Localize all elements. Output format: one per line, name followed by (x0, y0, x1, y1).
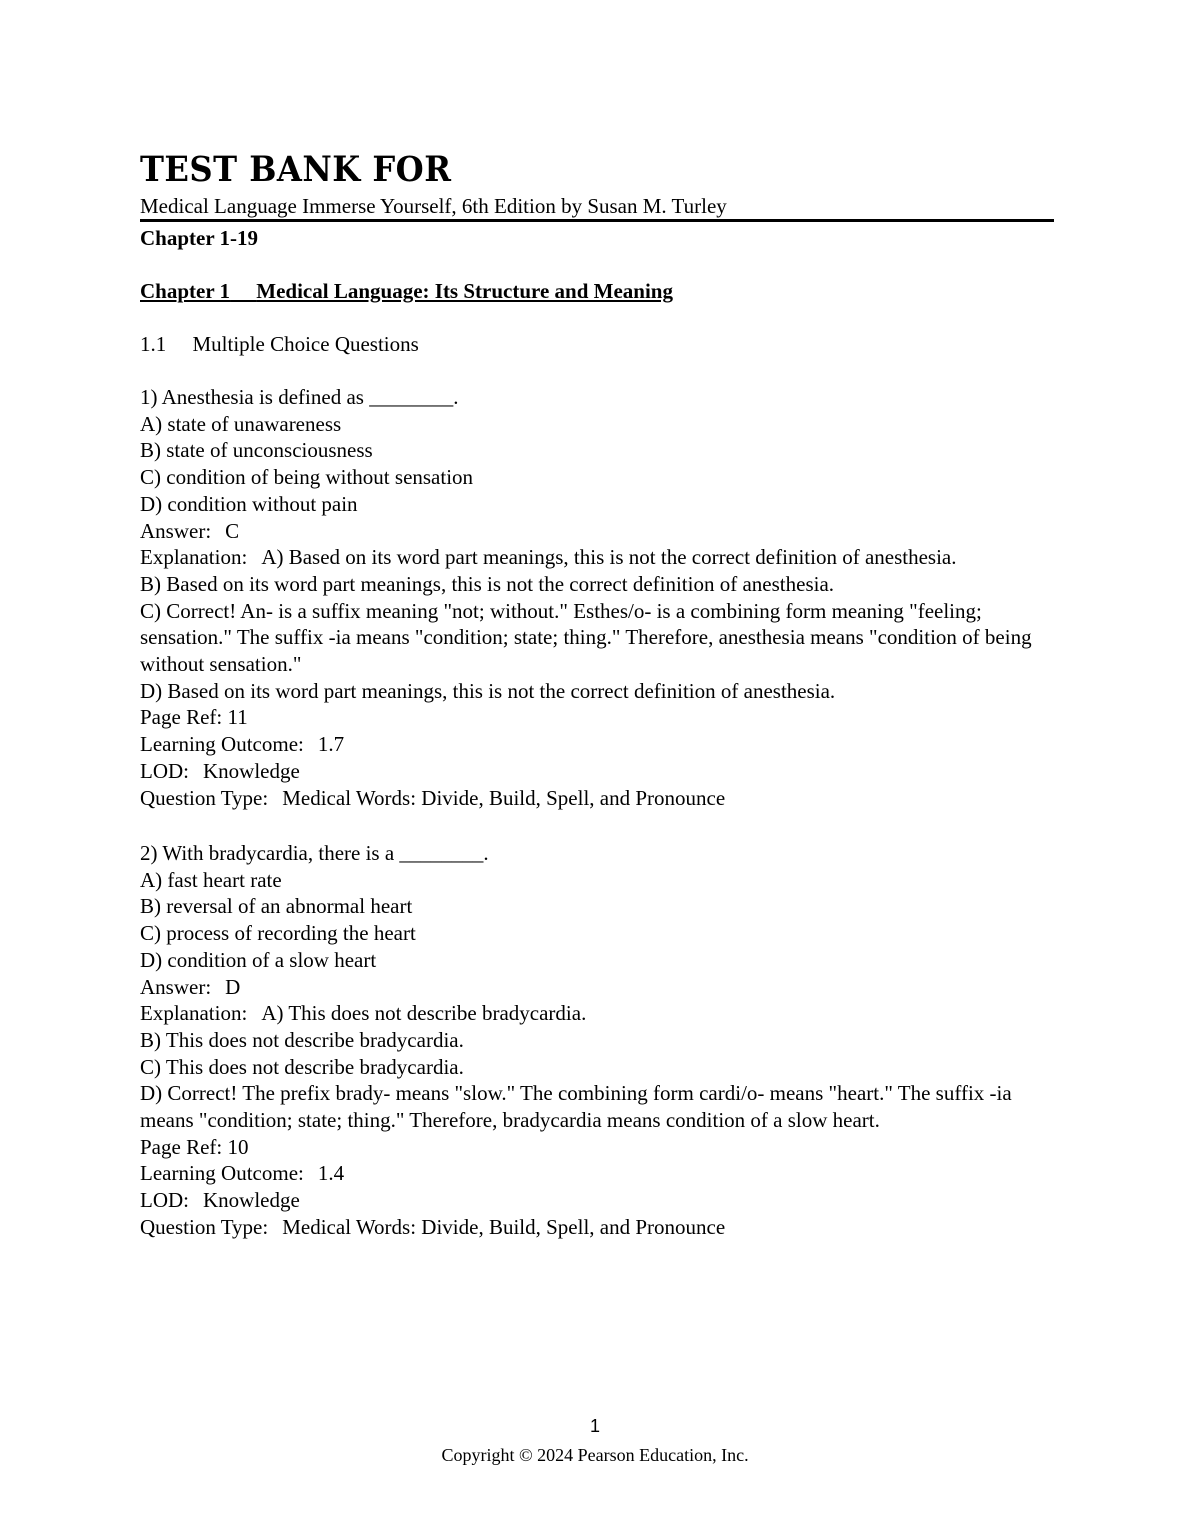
lod (140, 1187, 1060, 1214)
answer-option: B) state of unconsciousness (140, 438, 373, 463)
answer-label: Answer: (140, 974, 212, 999)
chapter-heading (140, 278, 673, 304)
answer-value: C (225, 518, 240, 543)
section-heading (140, 331, 419, 357)
explanation-text: D) Based on its word part meanings, this is not the correct definition of anesthesia. (140, 678, 836, 703)
document-subtitle: Medical Language Immerse Yourself, 6th Edition by Susan M. Turley (140, 194, 727, 218)
explanation-text: A) This does not describe bradycardia. (261, 1001, 587, 1026)
question-type-label: Question Type: (140, 1214, 269, 1239)
section-title: Multiple Choice Questions (192, 332, 419, 356)
explanation-text: A) Based on its word part meanings, this is not the correct definition of anesthesia. (261, 545, 957, 570)
chapter-title: Medical Language: Its Structure and Meaning (256, 279, 673, 303)
answer-value: D (225, 974, 241, 999)
explanation-line (140, 544, 1060, 571)
lod (140, 758, 1060, 785)
answer-option: A) state of unawareness (140, 411, 342, 436)
question-type-value: Medical Words: Divide, Build, Spell, and Pronounce (282, 785, 726, 810)
question-block (140, 384, 1060, 811)
question-block (140, 840, 1060, 1241)
page-number: 1 (589, 1416, 600, 1436)
chapter-range: Chapter 1-19 (140, 226, 259, 250)
answer-option: D) condition without pain (140, 491, 358, 516)
answer-option: B) reversal of an abnormal heart (140, 894, 413, 919)
answer-option: D) condition of a slow heart (140, 947, 377, 972)
learning-outcome-label: Learning Outcome: (140, 1161, 304, 1186)
lod-value: Knowledge (203, 758, 300, 783)
answer-line (140, 974, 1060, 1001)
page-ref: Page Ref: 10 (140, 1134, 249, 1159)
answer-line (140, 518, 1060, 545)
question-type-label: Question Type: (140, 785, 269, 810)
page-ref: Page Ref: 11 (140, 705, 248, 730)
explanation-text: C) This does not describe bradycardia. (140, 1054, 464, 1079)
chapter-number: Chapter 1 (140, 279, 231, 303)
answer-option: A) fast heart rate (140, 867, 282, 892)
answer-option: C) condition of being without sensation (140, 465, 474, 490)
question-type (140, 1214, 1060, 1241)
learning-outcome (140, 731, 1060, 758)
question-type-value: Medical Words: Divide, Build, Spell, and Pronounce (282, 1214, 726, 1239)
explanation-text: D) Correct! The prefix brady- means "slow." The combining form cardi/o- means "heart." The suffix -ia means "condition; state; thing." Therefore, bradycardia means condition of a slow heart. (140, 1081, 1012, 1133)
question-stem: 2) With bradycardia, there is a ________. (140, 841, 489, 865)
answer-label: Answer: (140, 518, 212, 543)
answer-option: C) process of recording the heart (140, 921, 416, 946)
learning-outcome-value: 1.7 (317, 732, 345, 757)
section-number: 1.1 (140, 332, 167, 356)
header-divider (140, 219, 1054, 222)
lod-value: Knowledge (203, 1188, 300, 1213)
lod-label: LOD: (140, 1188, 189, 1213)
explanation-text: B) This does not describe bradycardia. (140, 1027, 464, 1052)
learning-outcome-value: 1.4 (317, 1161, 345, 1186)
copyright-notice: Copyright © 2024 Pearson Education, Inc. (441, 1445, 749, 1465)
document-title: TEST BANK FOR (140, 149, 452, 190)
explanation-text: C) Correct! An- is a suffix meaning "not; without." Esthes/o- is a combining form meaning "feeling; sensation." The suffix -ia means "condition; state; thing." Therefore, anesthesia means "condition of being without sensation." (140, 598, 1032, 677)
question-type (140, 785, 1060, 812)
question-stem: 1) Anesthesia is defined as ________. (140, 385, 459, 409)
learning-outcome-label: Learning Outcome: (140, 732, 304, 757)
learning-outcome (140, 1160, 1060, 1187)
explanation-label: Explanation: (140, 1001, 248, 1026)
lod-label: LOD: (140, 758, 189, 783)
explanation-label: Explanation: (140, 545, 248, 570)
explanation-text: B) Based on its word part meanings, this is not the correct definition of anesthesia. (140, 571, 835, 596)
explanation-line (140, 1000, 1060, 1027)
